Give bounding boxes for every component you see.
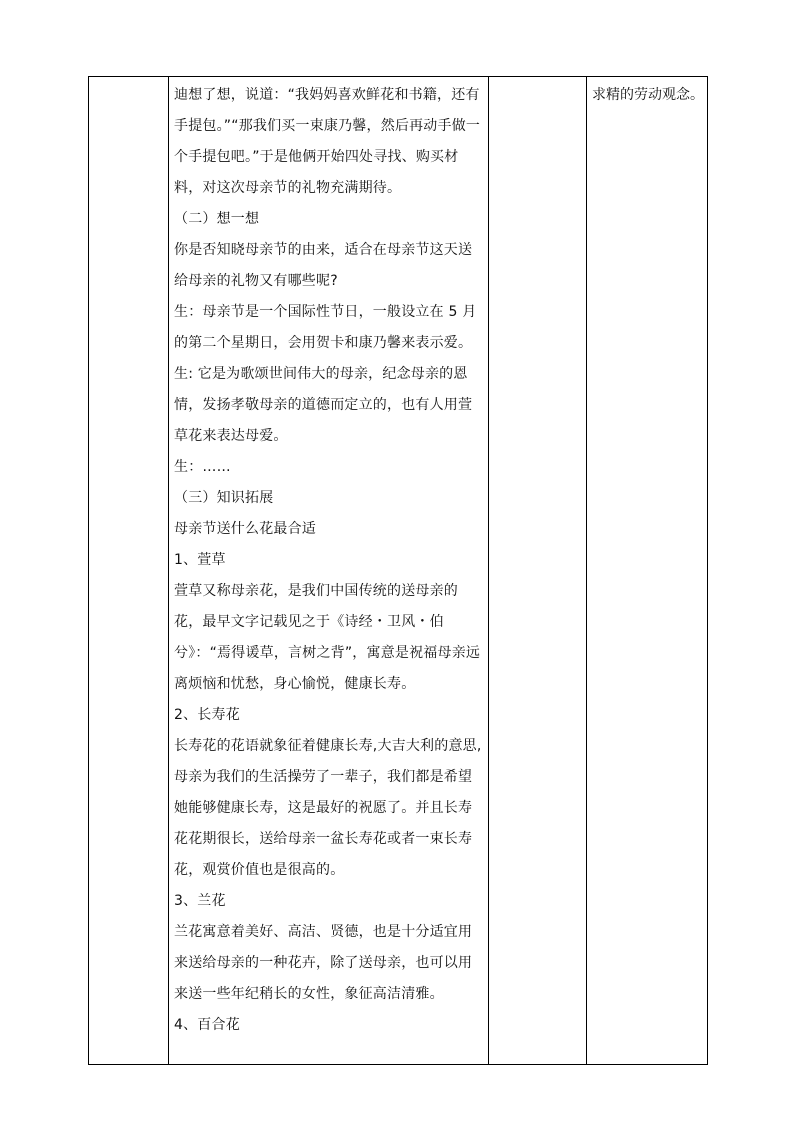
lesson-plan-table (88, 76, 708, 1065)
paragraph-question: 你是否知晓母亲节的由来，适合在母亲节这天送给母亲的礼物又有哪些呢? (174, 242, 473, 289)
activity-content (169, 77, 488, 1041)
design-intent-cell (587, 77, 708, 1065)
heading-daylily: 1、萱草 (174, 552, 226, 568)
paragraph-student-answer-3: 生：…… (174, 459, 231, 475)
paragraph-orchid: 兰花寓意着美好、高洁、贤德，也是十分适宜用来送给母亲的一种花卉，除了送母亲，也可以用来送一些年纪稍长的女性，象征高洁清雅。 (174, 924, 473, 1002)
paragraph-daylily: 萱草又称母亲花，是我们中国传统的送母亲的花，最早文字记载见之于《诗经・卫风・伯兮》：“焉得谖草，言树之背”，寓意是祝福母亲远离烦恼和忧愁，身心愉悦，健康长寿。 (174, 583, 481, 692)
stage-cell (89, 77, 169, 1065)
paragraph-story-continued: 迪想了想，说道：“我妈妈喜欢鲜花和书籍，还有手提包。”“那我们买一束康乃馨，然后再动手做一个手提包吧。”于是他俩开始四处寻找、购买材料，对这次母亲节的礼物充满期待。 (174, 87, 481, 196)
student-activity-cell (489, 77, 587, 1065)
heading-lily: 4、百合花 (174, 1017, 240, 1033)
heading-knowledge-extension: （三）知识拓展 (174, 490, 274, 506)
paragraph-flower-question: 母亲节送什么花最合适 (174, 521, 316, 537)
paragraph-student-answer-2: 生: 它是为歌颂世间伟大的母亲，纪念母亲的恩情，发扬孝敬母亲的道德而定立的，也有人用萱草花来表达母爱。 (174, 366, 473, 444)
design-intent-text: 求精的劳动观念。 (592, 87, 704, 103)
activity-content-cell (169, 77, 489, 1065)
paragraph-student-answer-1: 生：母亲节是一个国际性节日，一般设立在 5 月的第二个星期日，会用贺卡和康乃馨来表示爱。 (174, 304, 477, 351)
heading-orchid: 3、兰花 (174, 893, 226, 909)
heading-think: （二）想一想 (174, 211, 260, 227)
paragraph-kalanchoe: 长寿花的花语就象征着健康长寿,大吉大利的意思,母亲为我们的生活操劳了一辈子，我们都是希望她能够健康长寿，这是最好的祝愿了。并且长寿花花期很长，送给母亲一盆长寿花或者一束长寿花，观赏价值也是很高的。 (174, 738, 482, 878)
table-row (89, 77, 708, 1065)
design-intent-notes (587, 77, 707, 111)
heading-kalanchoe: 2、长寿花 (174, 707, 240, 723)
